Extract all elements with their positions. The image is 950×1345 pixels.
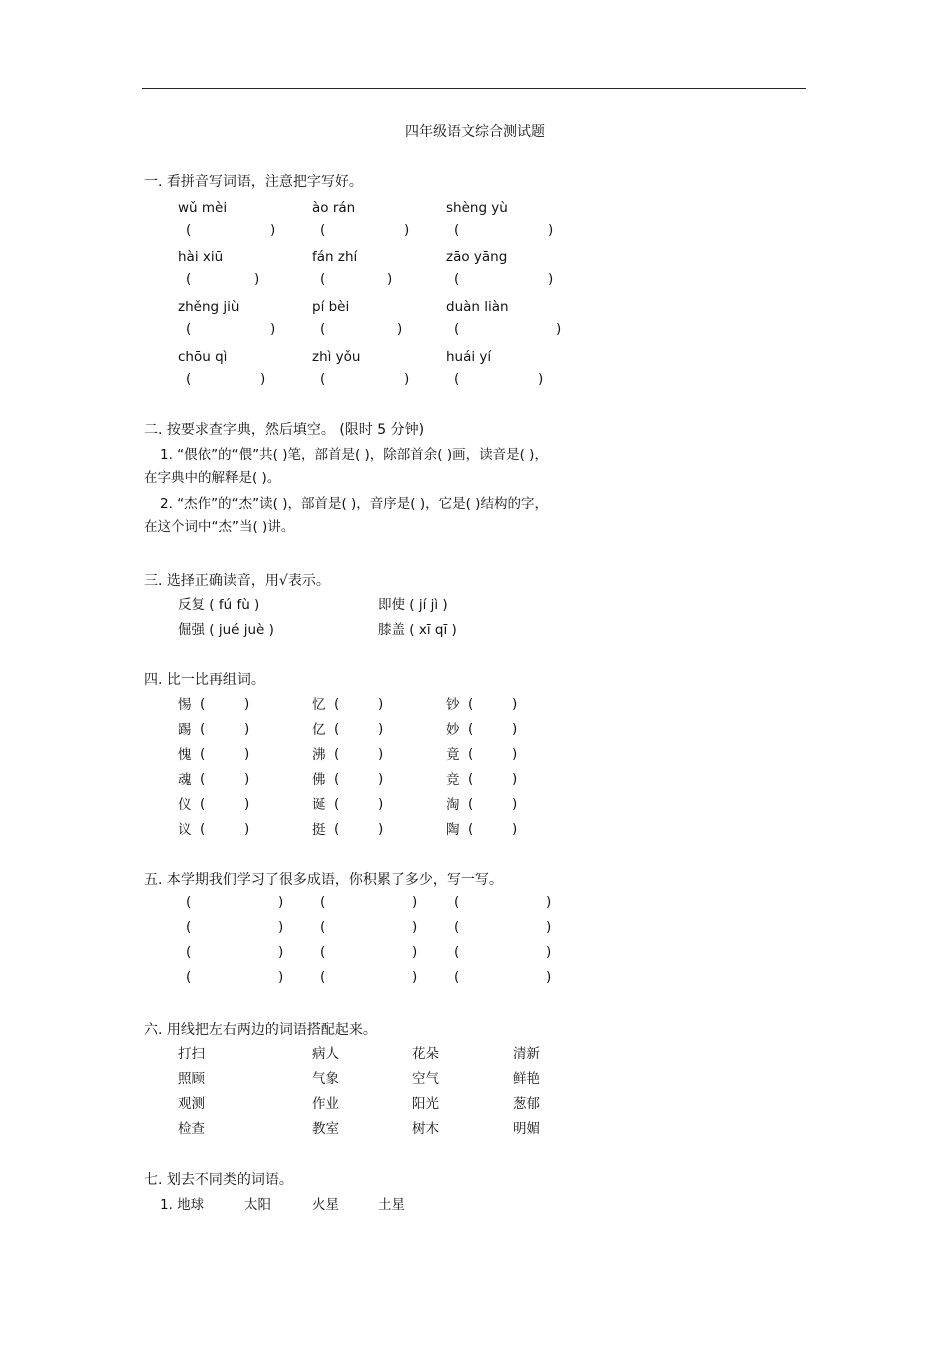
answer-bracket-open: ( <box>320 371 326 387</box>
compare-character: 竟 <box>446 747 460 763</box>
word-item: 土星 <box>378 1197 405 1213</box>
idiom-bracket-open: ( <box>186 894 192 910</box>
match-word: 作业 <box>312 1096 339 1112</box>
pinyin-prompt: fán zhí <box>312 249 358 265</box>
pinyin-prompt: zhěng jiù <box>178 299 240 315</box>
compare-character: 魂 <box>178 772 192 788</box>
idiom-bracket-close: ) <box>412 944 418 960</box>
idiom-bracket-open: ( <box>320 919 326 935</box>
idiom-bracket-open: ( <box>186 944 192 960</box>
answer-bracket-close: ) <box>397 321 403 337</box>
pinyin-prompt: chōu qì <box>178 349 228 365</box>
section-5-heading: 五. 本学期我们学习了很多成语，你积累了多少，写一写。 <box>144 872 503 888</box>
word-bracket-close: ) <box>512 771 518 787</box>
compare-character: 竞 <box>446 772 460 788</box>
word-bracket-close: ) <box>378 771 384 787</box>
section-4-heading: 四. 比一比再组词。 <box>144 672 265 688</box>
word-bracket-open: ( <box>200 721 206 737</box>
q1-line-1: 1. “偎依”的“偎”共( )笔，部首是( )，除部首余( )画，读音是( )， <box>160 447 548 463</box>
word-bracket-close: ) <box>512 696 518 712</box>
idiom-bracket-close: ) <box>546 944 552 960</box>
pinyin-prompt: ào rán <box>312 200 356 216</box>
reading-item: 膝盖 ( xī qī ) <box>378 622 457 638</box>
idiom-bracket-close: ) <box>546 894 552 910</box>
answer-bracket-close: ) <box>556 321 562 337</box>
answer-bracket-open: ( <box>320 321 326 337</box>
compare-character: 惕 <box>178 697 192 713</box>
word-item: 火星 <box>312 1197 339 1213</box>
match-word: 气象 <box>312 1071 339 1087</box>
compare-character: 诞 <box>312 797 326 813</box>
idiom-bracket-open: ( <box>454 969 460 985</box>
pinyin-prompt: duàn liàn <box>446 299 509 315</box>
match-word: 鲜艳 <box>513 1071 540 1087</box>
answer-bracket-open: ( <box>454 271 460 287</box>
compare-character: 陶 <box>446 822 460 838</box>
match-word: 树木 <box>412 1121 439 1137</box>
word-bracket-open: ( <box>334 696 340 712</box>
word-bracket-open: ( <box>468 696 474 712</box>
section-7-heading: 七. 划去不同类的词语。 <box>144 1172 293 1188</box>
compare-character: 愧 <box>178 747 192 763</box>
word-bracket-close: ) <box>512 721 518 737</box>
section-1-heading: 一. 看拼音写词语，注意把字写好。 <box>144 174 363 190</box>
word-bracket-open: ( <box>334 771 340 787</box>
answer-bracket-close: ) <box>538 371 544 387</box>
word-bracket-close: ) <box>244 771 250 787</box>
word-bracket-close: ) <box>512 821 518 837</box>
word-bracket-open: ( <box>200 696 206 712</box>
idiom-bracket-close: ) <box>412 919 418 935</box>
answer-bracket-open: ( <box>186 321 192 337</box>
reading-item: 倔强 ( jué juè ) <box>178 622 274 638</box>
word-bracket-open: ( <box>200 771 206 787</box>
pinyin-prompt: wǔ mèi <box>178 200 228 216</box>
word-bracket-open: ( <box>334 746 340 762</box>
idiom-bracket-open: ( <box>320 894 326 910</box>
match-word: 清新 <box>513 1046 540 1062</box>
answer-bracket-open: ( <box>186 271 192 287</box>
match-word: 阳光 <box>412 1096 439 1112</box>
section-6-heading: 六. 用线把左右两边的词语搭配起来。 <box>144 1022 377 1038</box>
word-bracket-open: ( <box>468 821 474 837</box>
match-word: 观测 <box>178 1096 205 1112</box>
pinyin-prompt: shèng yù <box>446 200 508 216</box>
pinyin-prompt: huái yí <box>446 349 492 365</box>
idiom-bracket-close: ) <box>412 894 418 910</box>
answer-bracket-open: ( <box>186 222 192 238</box>
idiom-bracket-open: ( <box>454 894 460 910</box>
word-bracket-close: ) <box>244 796 250 812</box>
match-word: 明媚 <box>513 1121 540 1137</box>
answer-bracket-open: ( <box>186 371 192 387</box>
word-bracket-close: ) <box>244 696 250 712</box>
pinyin-prompt: zhì yǒu <box>312 349 361 365</box>
q1-line-2: 在字典中的解释是( )。 <box>144 470 281 486</box>
answer-bracket-open: ( <box>320 222 326 238</box>
word-item: 1. 地球 <box>160 1197 205 1213</box>
compare-character: 挺 <box>312 822 326 838</box>
idiom-bracket-close: ) <box>278 919 284 935</box>
answer-bracket-close: ) <box>270 321 276 337</box>
answer-bracket-close: ) <box>254 271 260 287</box>
compare-character: 淘 <box>446 797 460 813</box>
idiom-bracket-close: ) <box>278 969 284 985</box>
word-bracket-close: ) <box>244 821 250 837</box>
q2-line-2: 在这个词中“杰”当( )讲。 <box>144 519 295 535</box>
answer-bracket-open: ( <box>454 321 460 337</box>
section-3-heading: 三. 选择正确读音，用√表示。 <box>144 573 330 589</box>
compare-character: 沸 <box>312 747 326 763</box>
pinyin-prompt: zāo yāng <box>446 249 508 265</box>
page-title: 四年级语文综合测试题 <box>405 124 545 140</box>
compare-character: 佛 <box>312 772 326 788</box>
word-bracket-close: ) <box>244 746 250 762</box>
match-word: 葱郁 <box>513 1096 540 1112</box>
answer-bracket-close: ) <box>404 222 410 238</box>
word-bracket-close: ) <box>378 821 384 837</box>
answer-bracket-close: ) <box>404 371 410 387</box>
answer-bracket-close: ) <box>548 222 554 238</box>
word-bracket-open: ( <box>468 796 474 812</box>
match-word: 检查 <box>178 1121 205 1137</box>
word-bracket-close: ) <box>378 796 384 812</box>
word-bracket-open: ( <box>468 746 474 762</box>
word-bracket-open: ( <box>200 821 206 837</box>
word-bracket-close: ) <box>378 696 384 712</box>
idiom-bracket-open: ( <box>186 969 192 985</box>
word-bracket-close: ) <box>512 746 518 762</box>
answer-bracket-close: ) <box>260 371 266 387</box>
word-bracket-open: ( <box>334 821 340 837</box>
word-bracket-open: ( <box>468 721 474 737</box>
section-2-heading: 二. 按要求查字典，然后填空。 (限时 5 分钟) <box>144 422 425 438</box>
section-2-question-2 <box>144 493 808 539</box>
word-bracket-close: ) <box>244 721 250 737</box>
answer-bracket-close: ) <box>387 271 393 287</box>
compare-character: 忆 <box>312 697 326 713</box>
compare-character: 亿 <box>312 722 326 738</box>
idiom-bracket-open: ( <box>454 944 460 960</box>
pinyin-prompt: hài xiū <box>178 249 224 265</box>
compare-character: 议 <box>178 822 192 838</box>
word-bracket-close: ) <box>512 796 518 812</box>
q2-line-1: 2. “杰作”的“杰”读( )，部首是( )，音序是( )，它是( )结构的字， <box>160 496 548 512</box>
word-item: 太阳 <box>244 1197 271 1213</box>
pinyin-prompt: pí bèi <box>312 299 350 315</box>
compare-character: 钞 <box>446 697 460 713</box>
match-word: 空气 <box>412 1071 439 1087</box>
word-bracket-open: ( <box>334 796 340 812</box>
word-bracket-close: ) <box>378 721 384 737</box>
word-bracket-open: ( <box>200 796 206 812</box>
section-2-question-1 <box>144 444 808 490</box>
reading-item: 即使 ( jí jì ) <box>378 597 448 613</box>
reading-item: 反复 ( fú fù ) <box>178 597 260 613</box>
match-word: 花朵 <box>412 1046 439 1062</box>
idiom-bracket-close: ) <box>546 969 552 985</box>
compare-character: 妙 <box>446 722 460 738</box>
word-bracket-close: ) <box>378 746 384 762</box>
match-word: 打扫 <box>178 1046 205 1062</box>
header-rule <box>142 88 806 89</box>
answer-bracket-close: ) <box>548 271 554 287</box>
answer-bracket-open: ( <box>320 271 326 287</box>
idiom-bracket-open: ( <box>320 944 326 960</box>
idiom-bracket-close: ) <box>278 944 284 960</box>
compare-character: 仪 <box>178 797 192 813</box>
compare-character: 踢 <box>178 722 192 738</box>
idiom-bracket-open: ( <box>320 969 326 985</box>
match-word: 病人 <box>312 1046 339 1062</box>
idiom-bracket-close: ) <box>412 969 418 985</box>
word-bracket-open: ( <box>334 721 340 737</box>
idiom-bracket-close: ) <box>278 894 284 910</box>
answer-bracket-close: ) <box>270 222 276 238</box>
answer-bracket-open: ( <box>454 371 460 387</box>
match-word: 照顾 <box>178 1071 205 1087</box>
idiom-bracket-open: ( <box>454 919 460 935</box>
word-bracket-open: ( <box>200 746 206 762</box>
match-word: 教室 <box>312 1121 339 1137</box>
idiom-bracket-open: ( <box>186 919 192 935</box>
idiom-bracket-close: ) <box>546 919 552 935</box>
word-bracket-open: ( <box>468 771 474 787</box>
answer-bracket-open: ( <box>454 222 460 238</box>
